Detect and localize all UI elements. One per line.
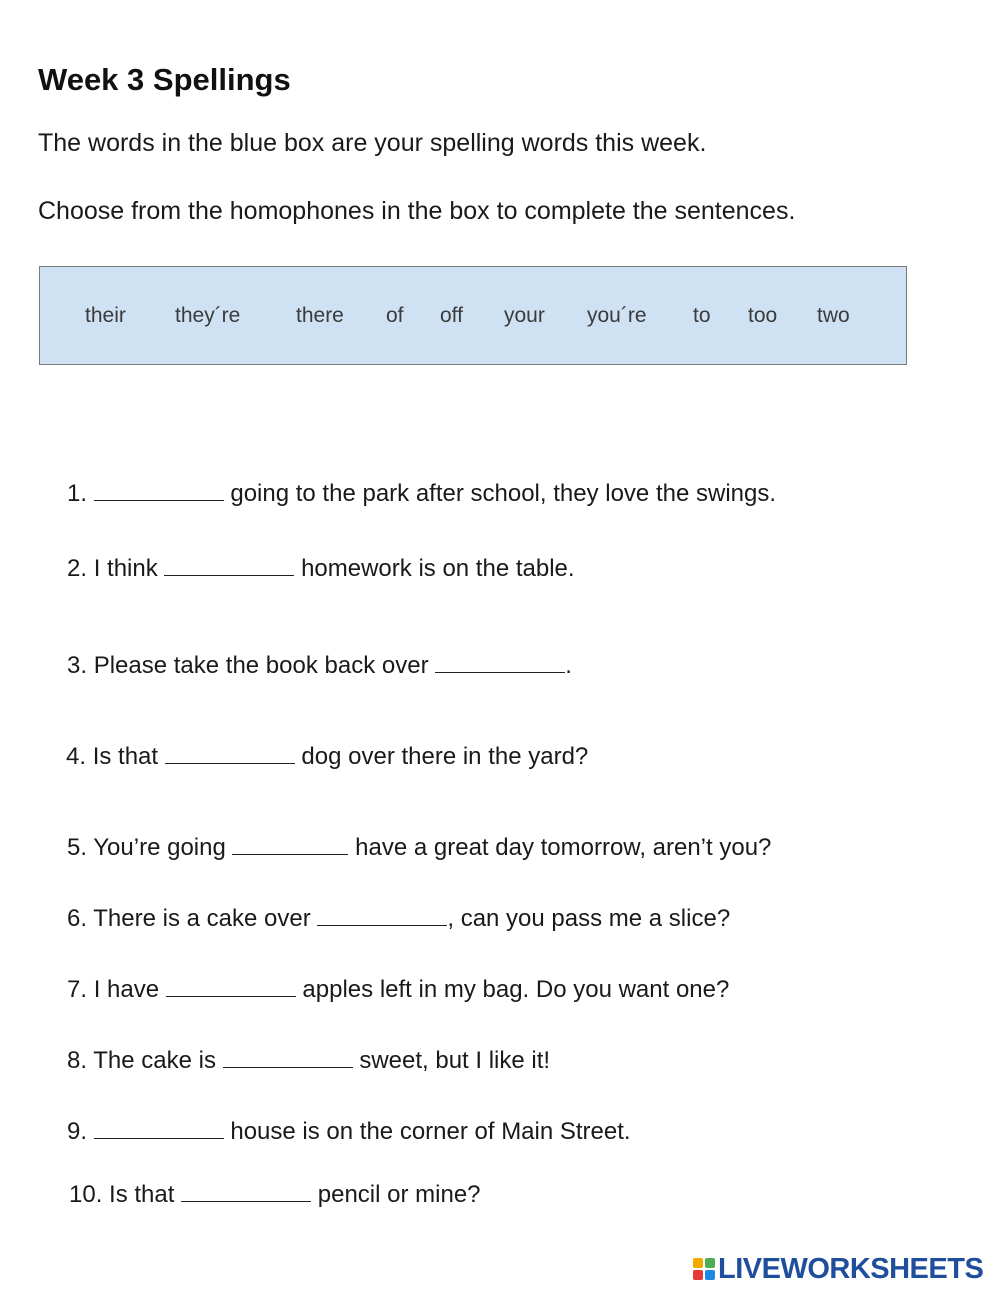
question-9 <box>67 1116 631 1146</box>
question-text-before: You’re going <box>93 834 226 861</box>
question-text-after: homework is on the table. <box>301 555 575 582</box>
question-text-before: I think <box>93 555 158 582</box>
answer-blank-4[interactable] <box>165 741 295 764</box>
question-number: 9. <box>67 1118 88 1145</box>
answer-blank-2[interactable] <box>164 553 294 576</box>
question-5 <box>67 832 771 862</box>
answer-blank-8[interactable] <box>223 1045 353 1068</box>
question-text-before: Please take the book back over <box>93 652 429 679</box>
question-text-after: house is on the corner of Main Street. <box>230 1118 631 1145</box>
question-6 <box>67 903 730 933</box>
question-text-after: dog over there in the yard? <box>301 743 589 770</box>
question-3 <box>67 650 572 680</box>
question-text-after: have a great day tomorrow, aren’t you? <box>355 834 772 861</box>
word-box-item: of <box>386 304 404 327</box>
question-number: 2. <box>67 555 88 582</box>
answer-blank-5[interactable] <box>232 832 348 855</box>
logo-text: LIVEWORKSHEETS <box>718 1252 984 1285</box>
question-7 <box>67 974 729 1004</box>
instruction-2: Choose from the homophones in the box to complete the sentences. <box>38 197 796 225</box>
question-text-after: . <box>565 652 572 679</box>
word-box-item: off <box>440 304 463 327</box>
page-title: Week 3 Spellings <box>38 62 291 97</box>
word-box-item: there <box>296 304 344 327</box>
question-8 <box>67 1045 550 1075</box>
logo-mark-square <box>693 1258 703 1268</box>
question-2 <box>67 553 575 583</box>
word-box-item: two <box>817 304 850 327</box>
question-text-after: pencil or mine? <box>317 1181 481 1208</box>
question-number: 8. <box>67 1047 88 1074</box>
question-text-before: Is that <box>92 743 159 770</box>
question-number: 4. <box>66 743 87 770</box>
answer-blank-6[interactable] <box>317 903 447 926</box>
question-text-after: sweet, but I like it! <box>359 1047 551 1074</box>
answer-blank-1[interactable] <box>94 478 224 501</box>
logo-mark-square <box>693 1270 703 1280</box>
question-number: 5. <box>67 834 88 861</box>
answer-blank-3[interactable] <box>435 650 565 673</box>
question-number: 7. <box>67 976 88 1003</box>
instruction-1: The words in the blue box are your spelling words this week. <box>38 129 707 157</box>
question-number: 3. <box>67 652 88 679</box>
word-box-item: your <box>504 304 545 327</box>
question-4 <box>66 741 588 771</box>
question-text-before: I have <box>93 976 160 1003</box>
logo-mark-icon <box>693 1258 715 1280</box>
word-box-item: to <box>693 304 711 327</box>
question-number: 10. <box>69 1181 103 1208</box>
question-text-after: going to the park after school, they love the swings. <box>230 480 777 507</box>
question-10 <box>69 1179 481 1209</box>
logo-mark-square <box>705 1270 715 1280</box>
word-box-item: too <box>748 304 778 327</box>
answer-blank-9[interactable] <box>94 1116 224 1139</box>
question-text-after: , can you pass me a slice? <box>447 905 731 932</box>
question-text-before: The cake is <box>93 1047 216 1074</box>
answer-blank-7[interactable] <box>166 974 296 997</box>
question-1 <box>67 478 776 508</box>
question-text-after: apples left in my bag. Do you want one? <box>302 976 730 1003</box>
question-text-before: Is that <box>109 1181 175 1208</box>
word-box-item: they´re <box>175 304 241 327</box>
question-text-before: There is a cake over <box>93 905 311 932</box>
answer-blank-10[interactable] <box>181 1179 311 1202</box>
word-box-item: you´re <box>587 304 647 327</box>
logo-mark-square <box>705 1258 715 1268</box>
word-box-item: their <box>85 304 126 327</box>
question-number: 1. <box>67 480 88 507</box>
liveworksheets-logo <box>693 1254 983 1284</box>
question-number: 6. <box>67 905 88 932</box>
